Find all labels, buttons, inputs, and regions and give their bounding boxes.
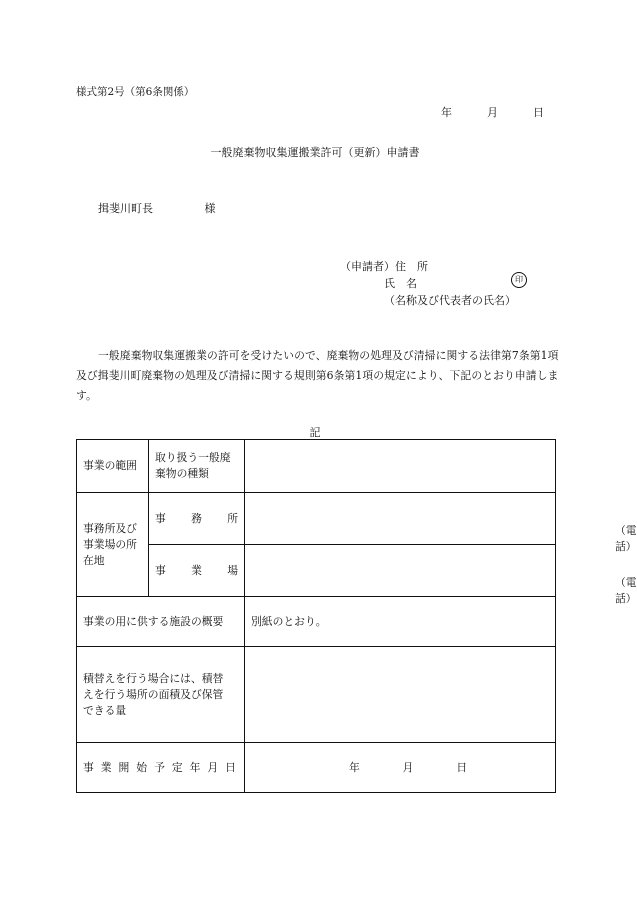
office-label-char: 所 <box>227 512 238 525</box>
start-label-char: 予 <box>154 760 165 774</box>
office-label-cell <box>149 493 245 545</box>
start-year: 年 <box>349 760 360 774</box>
start-label-char: 定 <box>171 760 183 774</box>
transfer-label: 積替えを行う場合には、積替えを行う場所の面積及び保管できる量 <box>77 647 245 743</box>
table-row-scope <box>77 440 556 493</box>
transfer-value[interactable] <box>245 647 556 743</box>
date-day: 日 <box>533 106 544 119</box>
site-label-char: 事 <box>155 564 166 577</box>
addressee-name: 揖斐川町長 <box>98 202 153 215</box>
start-label-char: 業 <box>100 760 112 774</box>
waste-type-value[interactable] <box>245 440 556 493</box>
facility-value[interactable]: 別紙のとおり。 <box>245 597 556 647</box>
start-label-char: 始 <box>136 760 148 774</box>
date-month: 月 <box>487 106 498 119</box>
office-label-char: 務 <box>191 512 202 525</box>
application-table <box>76 439 637 793</box>
start-label-char: 事 <box>83 760 94 774</box>
table-row-office <box>77 493 556 545</box>
start-label-char: 年 <box>189 760 201 774</box>
site-label-char: 場 <box>227 564 238 577</box>
table-row-facility <box>77 597 556 647</box>
start-date-label <box>77 743 245 793</box>
start-date-value[interactable] <box>245 743 556 793</box>
date-year: 年 <box>441 106 452 119</box>
table-row-transfer <box>77 647 556 743</box>
office-value[interactable] <box>245 493 637 553</box>
site-phone-label: （電話） <box>615 576 637 605</box>
facility-label: 事業の用に供する施設の概要 <box>77 597 245 647</box>
site-label-cell <box>149 545 245 597</box>
table-row-site <box>77 545 556 597</box>
office-phone-label: （電話） <box>615 524 637 553</box>
site-value[interactable] <box>245 545 637 605</box>
applicant-name-label: 氏 名 <box>384 277 417 290</box>
form-number: 様式第2号（第6条関係） <box>76 86 195 98</box>
ki-heading: 記 <box>309 426 321 439</box>
location-label: 事務所及び事業場の所在地 <box>77 493 149 597</box>
document-title: 一般廃棄物収集運搬業許可（更新）申請書 <box>210 146 420 159</box>
addressee <box>98 200 216 216</box>
start-label-char: 開 <box>118 760 130 774</box>
body-paragraph: 一般廃棄物収集運搬業の許可を受けたいので、廃棄物の処理及び清掃に関する法律第7条第1項及び揖斐川町廃棄物の処理及び清掃に関する規則第6条第1項の規定により、下記のとおり申請します。 <box>76 349 559 402</box>
start-label-char: 月 <box>207 760 219 774</box>
start-label-char: 日 <box>225 760 236 774</box>
date-line <box>441 104 544 120</box>
applicant-name-note: （名称及び代表者の氏名） <box>384 294 516 307</box>
addressee-honorific: 様 <box>204 202 216 215</box>
start-day: 日 <box>456 760 468 774</box>
start-month: 月 <box>402 760 414 774</box>
seal-mark: 印 <box>511 272 527 288</box>
table-row-start-date <box>77 743 556 793</box>
office-label-char: 事 <box>155 512 166 525</box>
scope-label: 事業の範囲 <box>77 440 149 493</box>
applicant-address-label: （申請者）住 所 <box>340 260 428 273</box>
site-label-char: 業 <box>191 564 202 577</box>
waste-type-label: 取り扱う一般廃棄物の種類 <box>149 440 245 493</box>
